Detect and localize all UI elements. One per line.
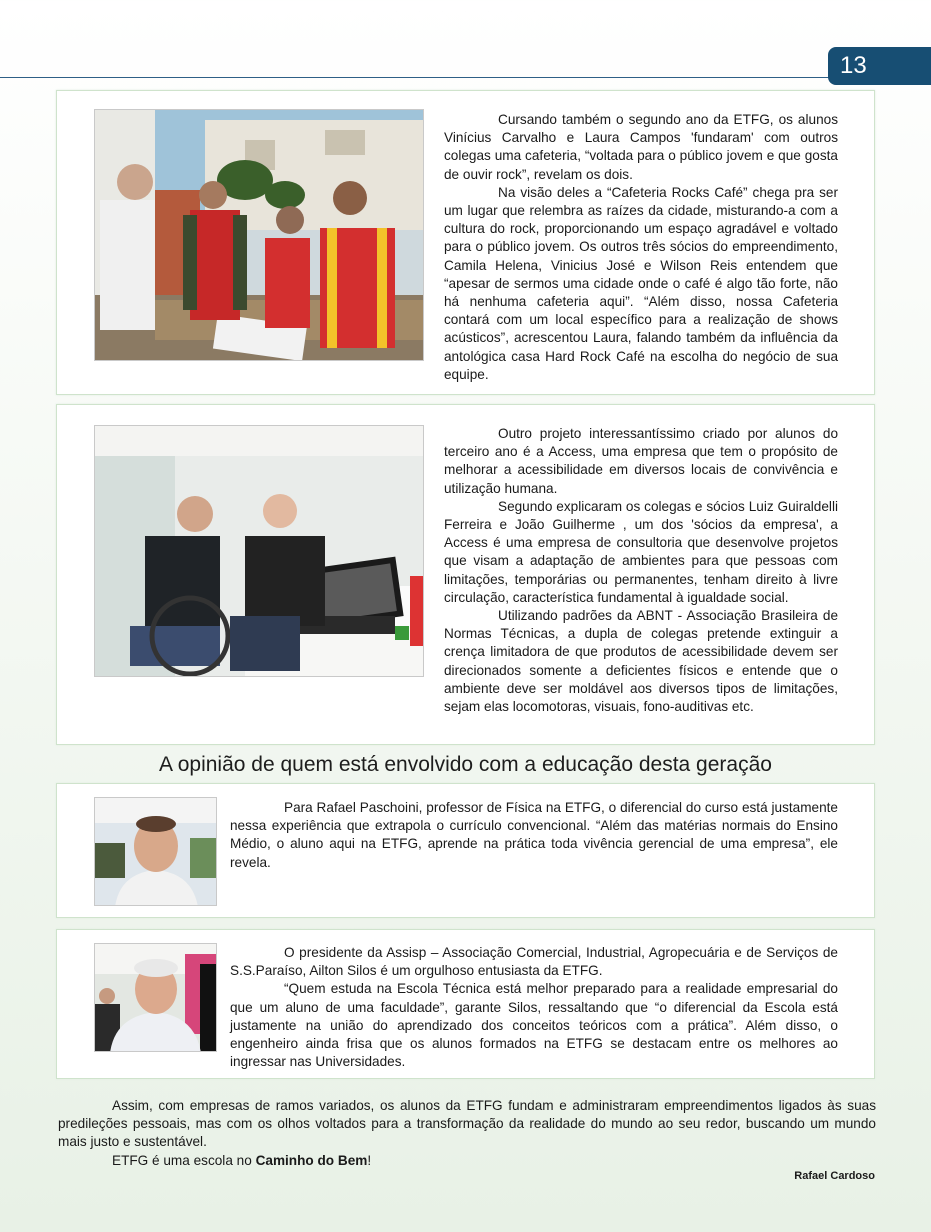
- president-opinion-text: [230, 944, 838, 1071]
- access-article-text: [444, 425, 838, 716]
- paragraph: Utilizando padrões da ABNT - Associação Brasileira de Normas Técnicas, a dupla de colegas pretende extinguir a crença limitadora de que produtos de acessibilidade devem ser direcionados somente a deficientes físicos e entende que o ambiente deve ser moldável aos diversos tipos de limitações, sejam elas locomotoras, visuais, fono-auditivas etc.: [444, 608, 838, 715]
- tagline-suffix: !: [367, 1152, 372, 1168]
- paragraph: Segundo explicaram os colegas e sócios Luiz Guiraldelli Ferreira e João Guilherme , um dos 'sócios da empresa', a Access é uma empresa de consultoria que desenvolve projetos que visam a adaptação de ambientes para que pessoas com limitações, temporárias ou permanentes, tenham direito à livre circulação, característica fundamental à igualdade social.: [444, 498, 838, 605]
- opinion-professor-box: [56, 783, 875, 918]
- closing-paragraph: Assim, com empresas de ramos variados, os alunos da ETFG fundam e administraram empreendimentos ligados às suas predileções pessoais, mas com os olhos voltados para a transformação da realidade do mundo ao seu redor, buscando um mundo mais justo e sustentável.: [58, 1098, 876, 1150]
- paragraph: Para Rafael Paschoini, professor de Física na ETFG, o diferencial do curso está justamente nessa experiência que extrapola o currículo convencional. “Além das matérias normais do Ensino Médio, o aluno aqui na ETFG, aprende na prática toda vivência gerencial de uma empresa”, ele revela.: [230, 800, 838, 870]
- access-founders-photo: [94, 425, 424, 677]
- header-rule: [0, 77, 931, 78]
- tagline-prefix: ETFG é uma escola no: [112, 1152, 256, 1168]
- paragraph: “Quem estuda na Escola Técnica está melhor preparado para a realidade empresarial do que um aluno de uma faculdade”, garante Silos, ressaltando que “o diferencial da Escola está justamente na união do aprendizado dos conceitos teóricos com a prática”. Além disso, o engenheiro ainda frisa que os alunos formados na ETFG se destacam entre os melhores ao ingressar nas Universidades.: [230, 981, 838, 1070]
- paragraph: Cursando também o segundo ano da ETFG, os alunos Vinícius Carvalho e Laura Campos 'fundaram' com outros colegas uma cafeteria, “voltada para o público jovem e que gosta de ouvir rock”, revelam os dois.: [444, 112, 838, 182]
- cafeteria-article-text: [444, 111, 838, 384]
- tagline: [58, 1152, 876, 1170]
- tagline-bold: Caminho do Bem: [255, 1152, 368, 1168]
- article-access-box: [56, 404, 875, 745]
- paragraph: Na visão deles a “Cafeteria Rocks Café” chega pra ser um lugar que relembra as raízes da cidade, misturando-a com a cultura do rock, proporcionando um espaço agradável e voltado para o público jovem. Os outros três sócios do empreendimento, Camila Helena, Vinicius José e Wilson Reis entendem que “apesar de sermos uma cidade onde o café é algo tão forte, não há nenhuma cafeteria aqui”. “Além disso, nossa Cafeteria contará com um local específico para a realização de shows acústicos”, acrescentou Laura, falando também da influência da antológica casa Hard Rock Café na escolha do negócio de sua equipe.: [444, 184, 838, 382]
- article-cafeteria-box: [56, 90, 875, 395]
- author-byline: Rafael Cardoso: [794, 1170, 875, 1182]
- cafeteria-students-photo: [94, 109, 424, 361]
- page-number: 13: [828, 47, 931, 85]
- opinion-president-box: [56, 929, 875, 1079]
- professor-opinion-text: [230, 799, 838, 872]
- president-portrait-photo: [94, 943, 217, 1052]
- closing-text: [58, 1097, 876, 1170]
- paragraph: Outro projeto interessantíssimo criado por alunos do terceiro ano é a Access, uma empresa que tem o propósito de melhorar a acessibilidade em diversos locais de convivência e utilização humana.: [444, 426, 838, 496]
- section-heading: A opinião de quem está envolvido com a educação desta geração: [159, 753, 772, 776]
- professor-portrait-photo: [94, 797, 217, 906]
- paragraph: O presidente da Assisp – Associação Comercial, Industrial, Agropecuária e de Serviços de S.S.Paraíso, Ailton Silos é um orgulhoso entusiasta da ETFG.: [230, 945, 838, 979]
